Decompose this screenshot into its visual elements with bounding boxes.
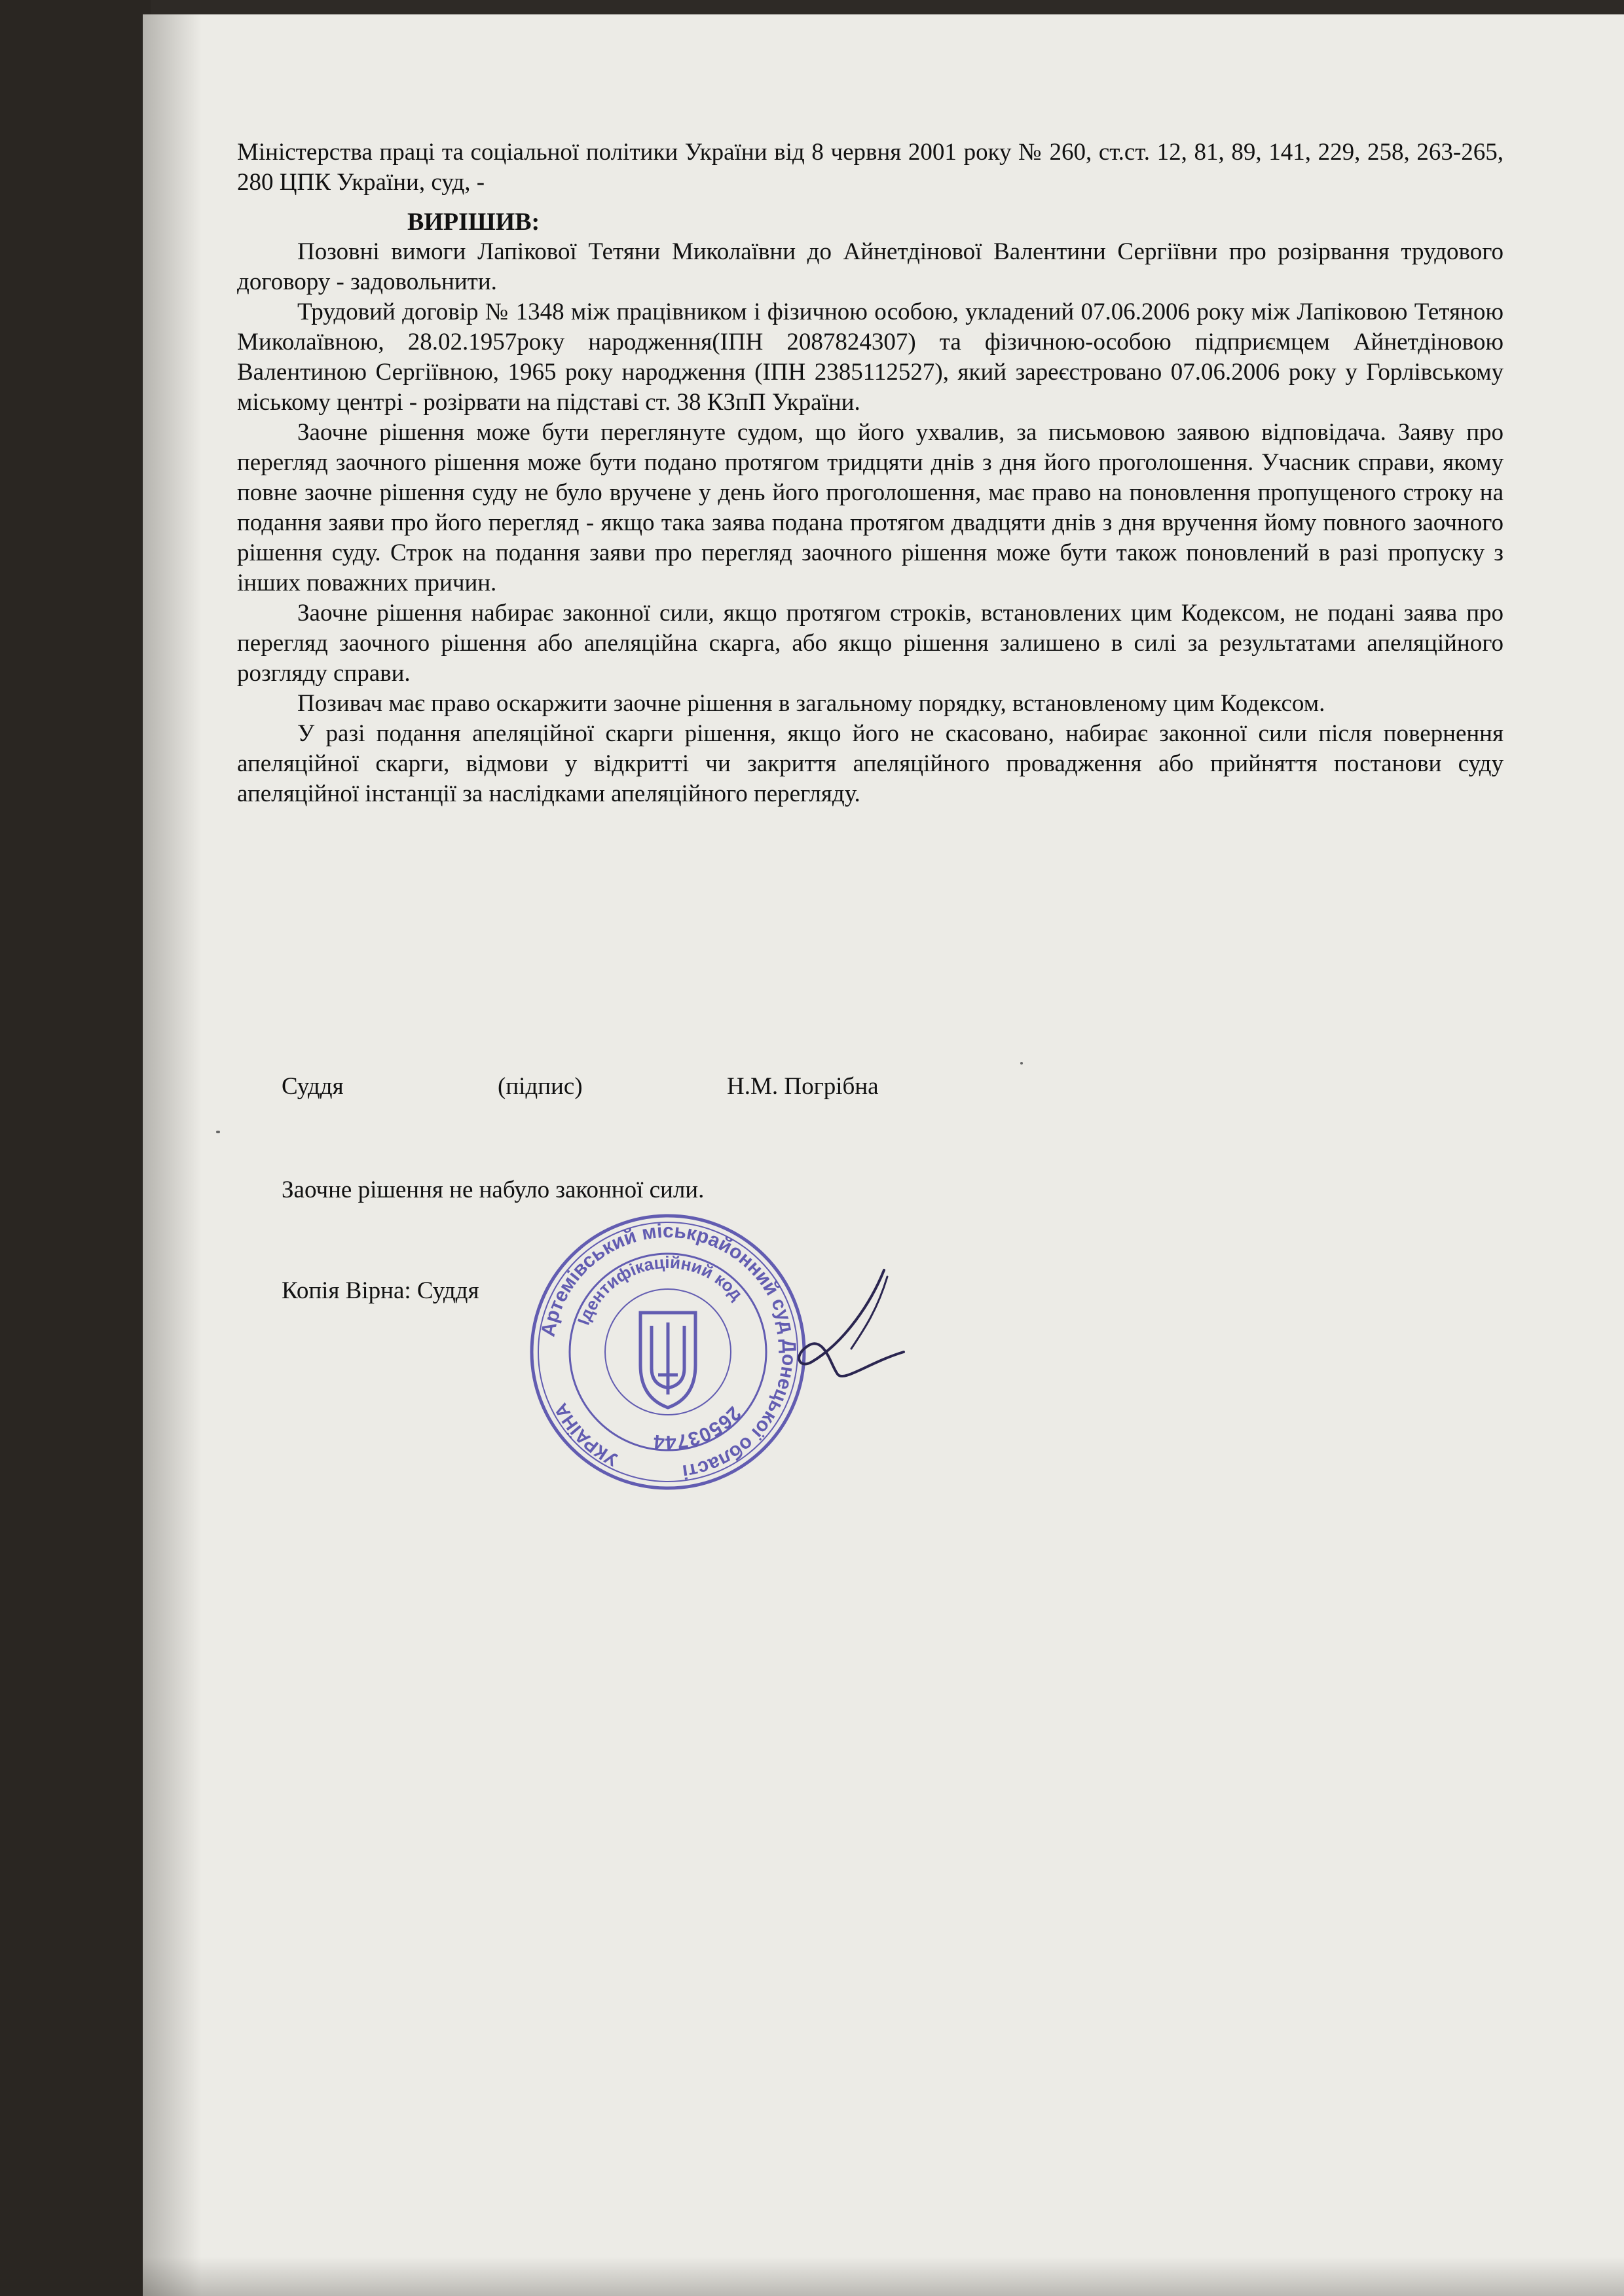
paragraph-review: Заочне рішення може бути переглянуте судом, що його ухвалив, за письмовою заявою відповідача. Заяву про перегляд заочного рішення може бути подано протягом тридцяти днів з дня його проголошення. Учасник справи, якому повне заочне рішення суду не було вручене у день його проголошення, має право на поновлення пропущеного строку на подання заяви про його перегляд - якщо така заява подана протягом двадцяти днів з дня вручення йому повного заочного рішення суду. Строк на подання заяви про перегляд заочного рішення може бути також поновлений в разі пропуску з інших поважних причин. [237,419,1504,596]
decision-heading: ВИРІШИВ: [407,208,540,236]
paragraph-appeal-right: Позивач має право оскаржити заочне рішення в загальному порядку, встановленому цим Кодексом. [297,690,1325,717]
paragraph-legal-basis: Міністерства праці та соціальної політики України від 8 червня 2001 року № 260, ст.ст. 12, 81, 89, 141, 229, 258, 263-265, 280 ЦПК України, суд, - [237,139,1504,196]
trident-emblem-icon [640,1313,695,1408]
scan-speck [1020,1062,1023,1065]
judge-label: Суддя [282,1073,344,1100]
stamp-outer-text: Артемівський міськрайонний суд Донецької області [537,1220,800,1483]
paragraph-appeal-effect: У разі подання апеляційної скарги рішення, якщо його не скасовано, набирає законної сили після повернення апеляційної скарги, відмови у відкритті чи закриття апеляційного провадження або прийняття постанови суду апеляційної інстанції за наслідками апеляційного перегляду. [237,720,1504,807]
stamp-country-text: УКРАЇНА [550,1400,621,1470]
judge-name: Н.М. Погрібна [727,1073,879,1100]
paragraph-effect: Заочне рішення набирає законної сили, якщо протягом строків, встановлених цим Кодексом, не подані заява про перегляд заочного рішення або апеляційна скарга, або якщо рішення залишено в силі за результатами апеляційного розгляду справи. [237,600,1504,687]
paragraph-claims: Позовні вимоги Лапікової Тетяни Миколаївни до Айнетдінової Валентини Сергіївни про розірвання трудового договору - задовольнити. [237,238,1504,295]
handwritten-signature [773,1264,923,1394]
status-note: Заочне рішення не набуло законної сили. [282,1176,705,1203]
document-body [237,137,1504,809]
signature-placeholder: (підпис) [498,1073,583,1100]
copy-certification-label: Копія Вірна: Суддя [282,1277,479,1304]
scan-speck [216,1131,220,1133]
court-seal-stamp [524,1208,812,1496]
stamp-code: 26503744 [652,1402,745,1453]
paragraph-contract: Трудовий договір № 1348 між працівником і фізичною особою, укладений 07.06.2006 року між Лапіковою Тетяною Миколаївною, 28.02.1957року народження(ІПН 2087824307) та фізичною-особою підприємцем Айнетдіновою Валентиною Сергіївною, 1965 року народження (ІПН 2385112527), який зареєстровано 07.06.2006 року у Горлівському міському центрі - розірвати на підставі ст. 38 КЗпП України. [237,299,1504,416]
scan-dark-margin [0,0,151,2296]
stamp-inner-text: Ідентифікаційний код [573,1252,747,1328]
